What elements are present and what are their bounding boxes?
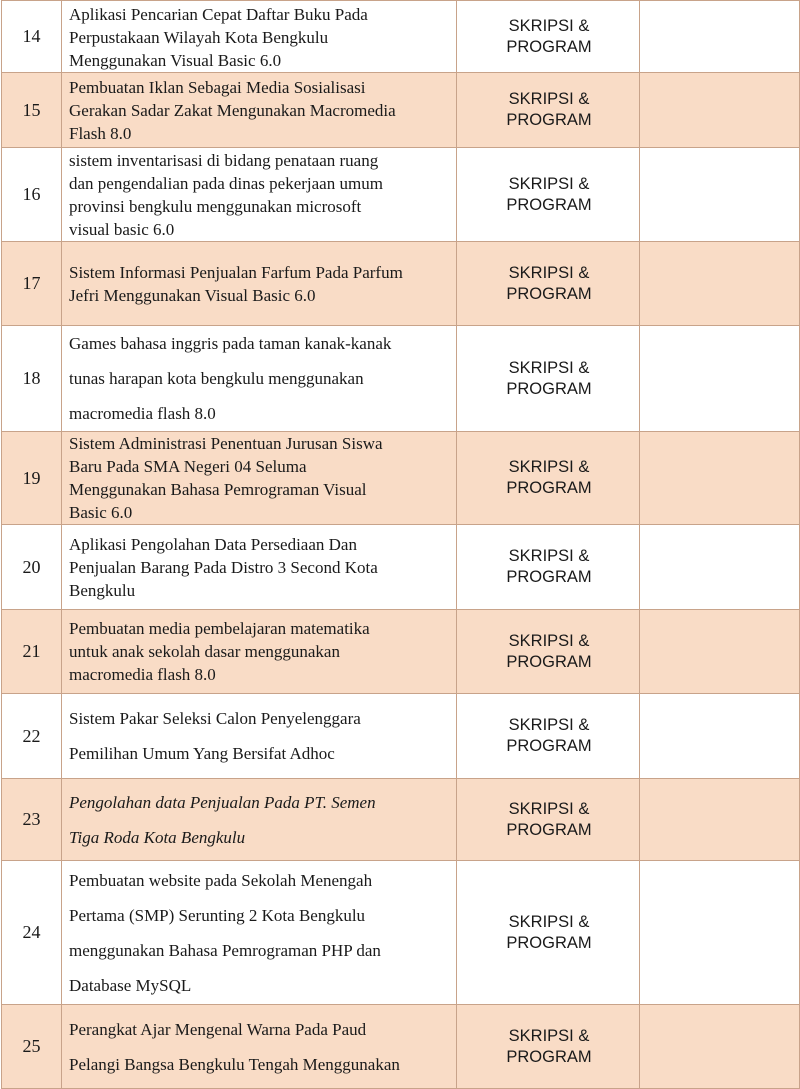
thesis-title	[62, 326, 457, 432]
row-number: 19	[2, 432, 62, 525]
thesis-title	[62, 525, 457, 610]
title-line: dan pengendalian pada dinas pekerjaan umum	[69, 173, 383, 193]
empty-cell	[640, 694, 800, 779]
type-line: PROGRAM	[506, 479, 592, 497]
empty-cell	[640, 148, 800, 242]
type-line: PROGRAM	[506, 568, 592, 586]
table-row	[2, 1005, 800, 1089]
type-line: PROGRAM	[506, 1047, 592, 1066]
type-line: SKRIPSI &	[508, 263, 590, 282]
table-row	[2, 242, 800, 326]
title-line: Penjualan Barang Pada Distro 3 Second Kota	[69, 557, 378, 577]
thesis-type	[457, 610, 640, 694]
title-line: Perangkat Ajar Mengenal Warna Pada Paud	[69, 1019, 367, 1039]
type-line: PROGRAM	[506, 111, 592, 129]
empty-cell	[640, 432, 800, 525]
type-line: SKRIPSI &	[508, 631, 590, 650]
thesis-type	[457, 861, 640, 1005]
title-line: Perpustakaan Wilayah Kota Bengkulu	[69, 28, 329, 47]
row-number: 16	[2, 148, 62, 242]
thesis-type	[457, 73, 640, 148]
title-line: Pertama (SMP) Serunting 2 Kota Bengkulu	[69, 905, 366, 925]
empty-cell	[640, 525, 800, 610]
table-row	[2, 525, 800, 610]
table-row	[2, 432, 800, 525]
empty-cell	[640, 779, 800, 861]
thesis-title	[62, 610, 457, 694]
type-line: PROGRAM	[506, 37, 592, 56]
title-line: tunas harapan kota bengkulu menggunakan	[69, 369, 364, 388]
thesis-title	[62, 779, 457, 861]
table-row	[2, 1, 800, 73]
thesis-type	[457, 432, 640, 525]
title-line: Baru Pada SMA Negeri 04 Seluma	[69, 457, 307, 476]
title-line: menggunakan Bahasa Pemrograman PHP dan	[69, 940, 381, 960]
thesis-title	[62, 73, 457, 148]
title-line: macromedia flash 8.0	[69, 404, 216, 423]
empty-cell	[640, 242, 800, 326]
type-line: SKRIPSI &	[508, 716, 590, 734]
type-line: PROGRAM	[506, 737, 592, 755]
table-row	[2, 326, 800, 432]
thesis-type	[457, 242, 640, 326]
table-row	[2, 148, 800, 242]
empty-cell	[640, 73, 800, 148]
thesis-type	[457, 326, 640, 432]
type-line: SKRIPSI &	[508, 912, 590, 931]
thesis-title	[62, 432, 457, 525]
title-line: Games bahasa inggris pada taman kanak-kanak	[69, 334, 392, 353]
row-number: 23	[2, 779, 62, 861]
type-line: SKRIPSI &	[508, 458, 590, 476]
title-line: Sistem Informasi Penjualan Farfum Pada Parfum	[69, 262, 403, 282]
type-line: SKRIPSI &	[508, 16, 590, 35]
title-line: Flash 8.0	[69, 123, 132, 143]
title-line: Aplikasi Pengolahan Data Persediaan Dan	[69, 534, 357, 554]
table-row	[2, 610, 800, 694]
title-line: Basic 6.0	[69, 503, 133, 522]
table-row	[2, 694, 800, 779]
empty-cell	[640, 610, 800, 694]
thesis-type	[457, 525, 640, 610]
empty-cell	[640, 1, 800, 73]
thesis-type	[457, 1005, 640, 1089]
title-line: Aplikasi Pencarian Cepat Daftar Buku Pada	[69, 5, 368, 24]
empty-cell	[640, 1005, 800, 1089]
row-number: 20	[2, 525, 62, 610]
title-line: Pembuatan media pembelajaran matematika	[69, 619, 370, 638]
thesis-type	[457, 1, 640, 73]
table-row	[2, 73, 800, 148]
row-number: 24	[2, 861, 62, 1005]
type-line: PROGRAM	[506, 195, 592, 214]
title-line: Pengolahan data Penjualan Pada PT. Semen	[69, 792, 376, 812]
row-number: 25	[2, 1005, 62, 1089]
table-row	[2, 779, 800, 861]
table-row	[2, 861, 800, 1005]
thesis-title	[62, 694, 457, 779]
thesis-type	[457, 148, 640, 242]
row-number: 14	[2, 1, 62, 73]
type-line: PROGRAM	[506, 652, 592, 671]
title-line: Gerakan Sadar Zakat Mengunakan Macromedia	[69, 100, 396, 120]
title-line: Pemilihan Umum Yang Bersifat Adhoc	[69, 744, 335, 763]
row-number: 21	[2, 610, 62, 694]
empty-cell	[640, 326, 800, 432]
thesis-type	[457, 694, 640, 779]
type-line: SKRIPSI &	[508, 174, 590, 193]
title-line: Menggunakan Visual Basic 6.0	[69, 51, 282, 70]
title-line: Sistem Pakar Seleksi Calon Penyelenggara	[69, 709, 361, 728]
row-number: 22	[2, 694, 62, 779]
thesis-title	[62, 1005, 457, 1089]
type-line: PROGRAM	[506, 379, 592, 398]
title-line: Pembuatan Iklan Sebagai Media Sosialisasi	[69, 77, 366, 97]
thesis-title	[62, 148, 457, 242]
title-line: visual basic 6.0	[69, 219, 175, 239]
row-number: 15	[2, 73, 62, 148]
title-line: Tiga Roda Kota Bengkulu	[69, 827, 246, 847]
thesis-title	[62, 242, 457, 326]
title-line: Sistem Administrasi Penentuan Jurusan Siswa	[69, 434, 383, 453]
title-line: macromedia flash 8.0	[69, 665, 216, 684]
row-number: 17	[2, 242, 62, 326]
thesis-title	[62, 1, 457, 73]
type-line: SKRIPSI &	[508, 90, 590, 108]
type-line: SKRIPSI &	[508, 547, 590, 565]
thesis-type	[457, 779, 640, 861]
title-line: sistem inventarisasi di bidang penataan ruang	[69, 150, 379, 170]
empty-cell	[640, 861, 800, 1005]
type-line: PROGRAM	[506, 820, 592, 839]
type-line: SKRIPSI &	[508, 799, 590, 818]
type-line: SKRIPSI &	[508, 1026, 590, 1045]
title-line: untuk anak sekolah dasar menggunakan	[69, 642, 340, 661]
title-line: Bengkulu	[69, 580, 136, 600]
thesis-title	[62, 861, 457, 1005]
row-number: 18	[2, 326, 62, 432]
title-line: Pelangi Bangsa Bengkulu Tengah Menggunakan	[69, 1054, 400, 1074]
thesis-table	[1, 0, 800, 1089]
type-line: PROGRAM	[506, 284, 592, 303]
title-line: Database MySQL	[69, 975, 192, 995]
title-line: provinsi bengkulu menggunakan microsoft	[69, 196, 362, 216]
type-line: PROGRAM	[506, 933, 592, 952]
title-line: Jefri Menggunakan Visual Basic 6.0	[69, 285, 316, 305]
title-line: Menggunakan Bahasa Pemrograman Visual	[69, 480, 367, 499]
type-line: SKRIPSI &	[508, 358, 590, 377]
title-line: Pembuatan website pada Sekolah Menengah	[69, 870, 373, 890]
